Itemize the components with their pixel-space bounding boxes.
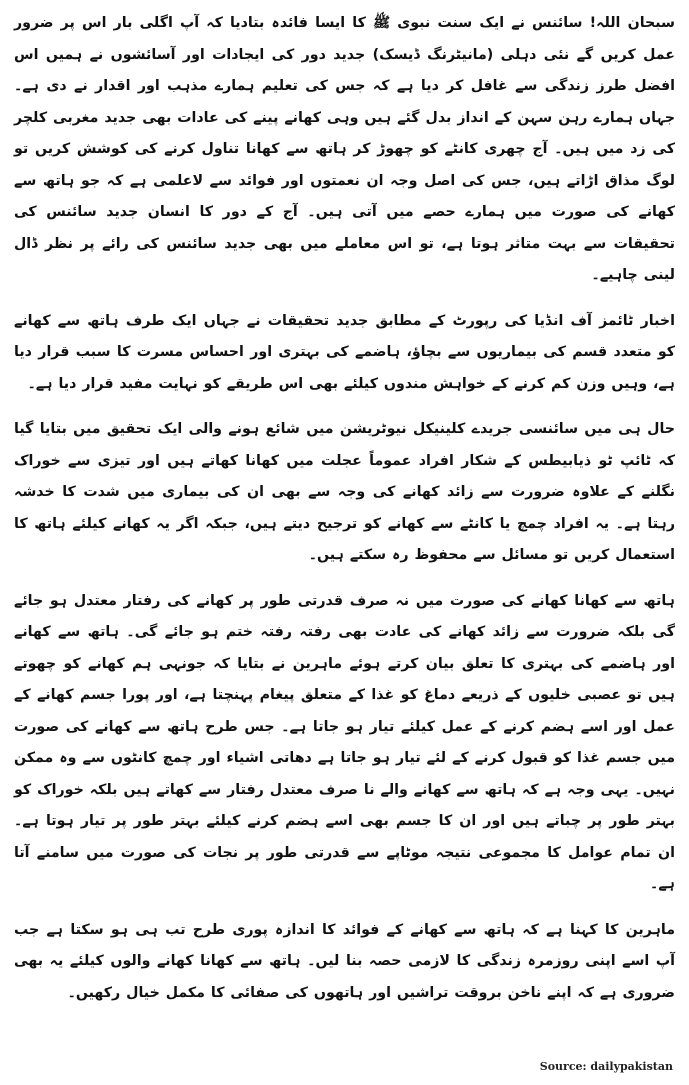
article-paragraph-clinical-nutrition: حال ہی میں سائنسی جریدے کلینیکل نیوٹریشن میں شائع ہونے والی ایک تحقیق میں بتایا گیا کہ ٹائپ ٹو ذیابیطس کے شکار افراد عموماً عجلت میں کھانا کھاتے ہیں اور تیزی سے خوراک نگلنے کے علاوہ ضرورت سے زائد کھانے کی وجہ سے بھی ان کی بیماری میں شدت کا خدشہ رہتا ہے۔ یہ افراد چمچ یا کانٹے سے کھانے کو ترجیح دیتے ہیں، جبکہ اگر یہ کھانے کیلئے ہاتھ کا استعمال کریں تو مسائل سے محفوظ رہ سکتے ہیں۔	[14, 421, 675, 563]
source-credit: Source: dailypakistan	[539, 1060, 673, 1073]
article-paragraph-times-of-india: اخبار ٹائمز آف انڈیا کی رپورٹ کے مطابق جدید تحقیقات نے جہاں ایک طرف ہاتھ سے کھانے کو متعدد قسم کی بیماریوں سے بچاؤ، ہاضمے کی بہتری اور احساس مسرت کا سبب قرار دیا ہے، وہیں وزن کم کرنے کے خواہش مندوں کیلئے بھی اس طریقے کو نہایت مفید قرار دیا ہے۔	[14, 312, 675, 392]
article-body	[14, 8, 675, 1085]
article-paragraph-digestion: ہاتھ سے کھانا کھانے کی صورت میں نہ صرف قدرتی طور پر کھانے کی رفتار معتدل ہو جائے گی بلکہ ضرورت سے زائد کھانے کی عادت بھی رفتہ رفتہ ختم ہو جائے گی۔ ہاتھ سے کھانے اور ہاضمے کی بہتری کا تعلق بیان کرتے ہوئے ماہرین نے بتایا کہ جونہی ہم کھانے کو چھوتے ہیں تو عصبی خلیوں کے ذریعے دماغ کو غذا کے متعلق پیغام پہنچتا ہے، اور پورا جسم کھانے کے عمل اور اسے ہضم کرنے کے عمل کیلئے تیار ہو جاتا ہے۔ جس طرح ہاتھ سے کھانے کی صورت میں جسم غذا کو قبول کرنے کے لئے تیار ہو جاتا ہے دھاتی اشیاء اور چمچ کانٹوں سے وہ ممکن نہیں۔ یہی وجہ ہے کہ ہاتھ سے کھانے والے نا صرف معتدل رفتار سے کھاتے ہیں بلکہ خوراک کو بہتر طور پر چباتے ہیں اور ان کا جسم بھی اسے ہضم کرنے کیلئے بہتر طور پر تیار ہوتا ہے۔ ان تمام عوامل کا مجموعی نتیجہ موٹاپے سے قدرتی طور پر نجات کی صورت میں سامنے آتا ہے۔	[14, 592, 675, 892]
article-paragraph-intro: سبحان اللہ! سائنس نے ایک سنت نبوی ﷺ کا ایسا فائدہ بتادیا کہ آپ اگلی بار اس پر ضرور عمل کریں گے نئی دہلی (مانیٹرنگ ڈیسک) جدید دور کی ایجادات اور آسائشوں نے ہمیں اس افضل طرز زندگی سے غافل کر دیا ہے کہ جس کی تعلیم ہمارے مذہب اور اقدار نے دی ہے۔ جہاں ہمارے رہن سہن کے انداز بدل گئے ہیں وہی کھانے پینے کی عادات بھی جدید مغربی کلچر کی زد میں ہیں۔ آج چھری کانٹے کو چھوڑ کر ہاتھ سے کھانا تناول کرنے کی کوشش کریں تو لوگ مذاق اڑاتے ہیں، جس کی اصل وجہ ان نعمتوں اور فوائد سے لاعلمی ہے کہ جو ہاتھ سے کھانے کی صورت میں ہمارے حصے میں آتی ہیں۔ آج کے دور کا انسان جدید سائنس کی تحقیقات سے بہت متاثر ہوتا ہے، تو اس معاملے میں بھی جدید سائنس کی رائے پر نظر ڈال لینی چاہیے۔	[14, 15, 675, 283]
article-paragraph-experts: ماہرین کا کہنا ہے کہ ہاتھ سے کھانے کے فوائد کا اندازہ پوری طرح تب ہی ہو سکتا ہے جب آپ اسے اپنی روزمرہ زندگی کا لازمی حصہ بنا لیں۔ ہاتھ سے کھانا کھانے والوں کیلئے یہ بھی ضروری ہے کہ اپنے ناخن بروقت تراشیں اور ہاتھوں کی صفائی کا مکمل خیال رکھیں۔	[14, 921, 675, 1001]
